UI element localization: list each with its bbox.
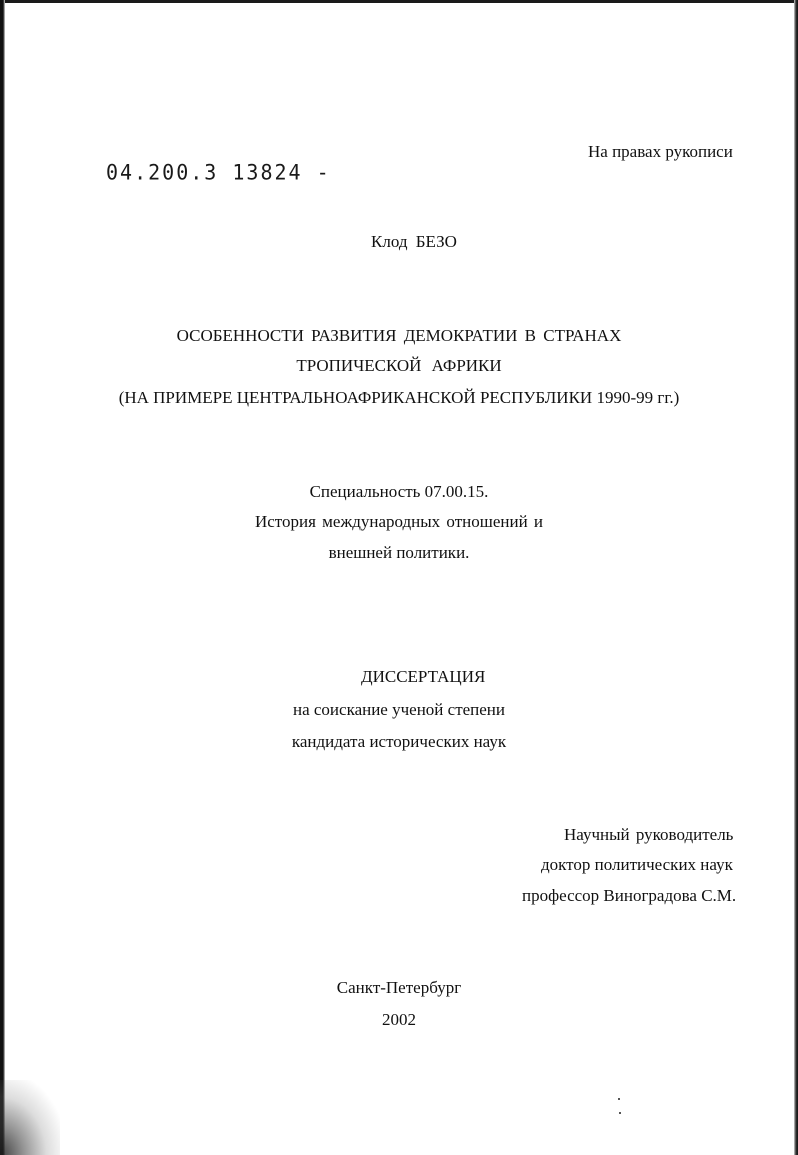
specialty-name-line-2: внешней политики. bbox=[328, 543, 470, 562]
supervisor-name: профессор Виноградова С.М. bbox=[522, 886, 737, 905]
supervisor-degree: доктор политических наук bbox=[541, 855, 733, 874]
year: 2002 bbox=[382, 1010, 416, 1029]
dissertation-heading: ДИССЕРТАЦИЯ bbox=[361, 667, 486, 686]
specialty-code: Специальность 07.00.15. bbox=[309, 482, 489, 501]
scan-speck bbox=[619, 1112, 621, 1114]
scan-speck bbox=[618, 1098, 620, 1100]
degree-line-2: кандидата исторических наук bbox=[291, 732, 507, 751]
specialty-name-line-1: История международных отношений и bbox=[254, 512, 544, 531]
title-line-2: ТРОПИЧЕСКОЙ АФРИКИ bbox=[296, 356, 502, 375]
scan-shadow bbox=[0, 1080, 60, 1155]
scan-edge-top bbox=[0, 0, 798, 3]
supervisor-label: Научный руководитель bbox=[564, 825, 734, 844]
rights-note: На правах рукописи bbox=[588, 142, 733, 161]
title-line-1: ОСОБЕННОСТИ РАЗВИТИЯ ДЕМОКРАТИИ В СТРАНАХ bbox=[176, 326, 622, 345]
degree-line-1: на соискание ученой степени bbox=[292, 700, 506, 719]
title-line-3: (НА ПРИМЕРЕ ЦЕНТРАЛЬНОАФРИКАНСКОЙ РЕСПУБЛИКИ 1990-99 гг.) bbox=[118, 388, 680, 407]
registry-stamp: 04.200.3 13824 - bbox=[106, 159, 331, 185]
place: Санкт-Петербург bbox=[336, 978, 462, 997]
author-name: Клод БЕЗО bbox=[371, 232, 457, 251]
